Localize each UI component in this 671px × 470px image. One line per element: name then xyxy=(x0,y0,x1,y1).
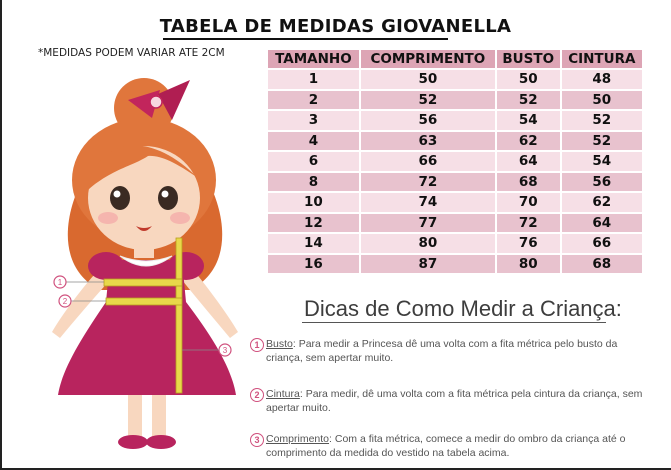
cell-length: 72 xyxy=(361,173,495,192)
cell-length: 77 xyxy=(361,214,495,233)
table-header-row xyxy=(268,50,642,68)
tip-number-badge: 3 xyxy=(250,433,264,447)
cell-size: 4 xyxy=(268,132,359,151)
cell-length: 80 xyxy=(361,234,495,253)
title-underline xyxy=(163,38,448,40)
cell-bust: 70 xyxy=(497,193,560,212)
cell-bust: 80 xyxy=(497,255,560,274)
tip-number-badge: 1 xyxy=(250,338,264,352)
tip-text: : Com a fita métrica, comece a medir do ombro da criança até o comprimento da medida do vestido na tabela acima. xyxy=(266,433,626,459)
size-table xyxy=(266,48,644,275)
tip-number-badge: 2 xyxy=(250,388,264,402)
left-shoe xyxy=(118,435,148,449)
tape-bust xyxy=(104,279,182,286)
tip-bust xyxy=(250,338,650,365)
right-shoe xyxy=(146,435,176,449)
header-cintura: CINTURA xyxy=(562,50,642,68)
left-eye xyxy=(110,186,130,210)
cell-bust: 76 xyxy=(497,234,560,253)
cell-size: 16 xyxy=(268,255,359,274)
cell-size: 8 xyxy=(268,173,359,192)
cell-bust: 72 xyxy=(497,214,560,233)
cell-length: 50 xyxy=(361,70,495,89)
right-leg xyxy=(152,388,166,438)
cell-waist: 54 xyxy=(562,152,642,171)
table-row xyxy=(268,173,642,192)
tip-text: : Para medir a Princesa dê uma volta com a fita métrica pelo busto da criança, sem apertar muito. xyxy=(266,338,618,364)
tape-vertical xyxy=(176,238,182,393)
cell-length: 56 xyxy=(361,111,495,130)
cell-length: 87 xyxy=(361,255,495,274)
variation-note: *MEDIDAS PODEM VARIAR ATE 2CM xyxy=(38,47,225,59)
tip-body xyxy=(266,338,650,365)
tip-waist xyxy=(250,388,650,415)
cell-waist: 64 xyxy=(562,214,642,233)
cell-waist: 66 xyxy=(562,234,642,253)
cell-bust: 62 xyxy=(497,132,560,151)
cell-bust: 52 xyxy=(497,91,560,110)
tip-keyword: Cintura xyxy=(266,388,300,400)
table-row xyxy=(268,193,642,212)
tip-keyword: Comprimento xyxy=(266,433,330,445)
tip-body xyxy=(266,433,650,460)
cell-waist: 68 xyxy=(562,255,642,274)
tip-text: : Para medir, dê uma volta com a fita métrica pela cintura da criança, sem apertar muito. xyxy=(266,388,643,414)
cell-waist: 52 xyxy=(562,132,642,151)
marker-2-label: 2 xyxy=(62,297,68,306)
header-comprimento: COMPRIMENTO xyxy=(361,50,495,68)
cell-length: 74 xyxy=(361,193,495,212)
table-row xyxy=(268,91,642,110)
cell-bust: 68 xyxy=(497,173,560,192)
cell-length: 63 xyxy=(361,132,495,151)
cell-waist: 56 xyxy=(562,173,642,192)
table-row xyxy=(268,152,642,171)
tip-keyword: Busto xyxy=(266,338,293,350)
girl-illustration xyxy=(40,70,260,465)
table-row xyxy=(268,234,642,253)
table-row xyxy=(268,70,642,89)
right-eye xyxy=(158,186,178,210)
cell-length: 66 xyxy=(361,152,495,171)
cell-bust: 50 xyxy=(497,70,560,89)
table-row xyxy=(268,214,642,233)
header-busto: BUSTO xyxy=(497,50,560,68)
cell-size: 12 xyxy=(268,214,359,233)
tips-title: Dicas de Como Medir a Criança: xyxy=(304,296,622,321)
cell-size: 10 xyxy=(268,193,359,212)
tip-body xyxy=(266,388,650,415)
table-row xyxy=(268,255,642,274)
table-row xyxy=(268,111,642,130)
tape-waist xyxy=(106,298,182,305)
tips-title-underline xyxy=(302,322,606,323)
left-leg xyxy=(128,388,142,438)
cell-waist: 62 xyxy=(562,193,642,212)
cell-size: 14 xyxy=(268,234,359,253)
cell-waist: 48 xyxy=(562,70,642,89)
cell-bust: 54 xyxy=(497,111,560,130)
cell-size: 3 xyxy=(268,111,359,130)
cell-length: 52 xyxy=(361,91,495,110)
marker-3-label: 3 xyxy=(222,346,228,355)
cell-waist: 50 xyxy=(562,91,642,110)
cell-size: 1 xyxy=(268,70,359,89)
marker-1-label: 1 xyxy=(57,278,63,287)
header-tamanho: TAMANHO xyxy=(268,50,359,68)
cell-bust: 64 xyxy=(497,152,560,171)
cell-size: 6 xyxy=(268,152,359,171)
tip-length xyxy=(250,433,650,460)
cell-size: 2 xyxy=(268,91,359,110)
table-row xyxy=(268,132,642,151)
page-title: TABELA DE MEDIDAS GIOVANELLA xyxy=(159,16,512,37)
cell-waist: 52 xyxy=(562,111,642,130)
